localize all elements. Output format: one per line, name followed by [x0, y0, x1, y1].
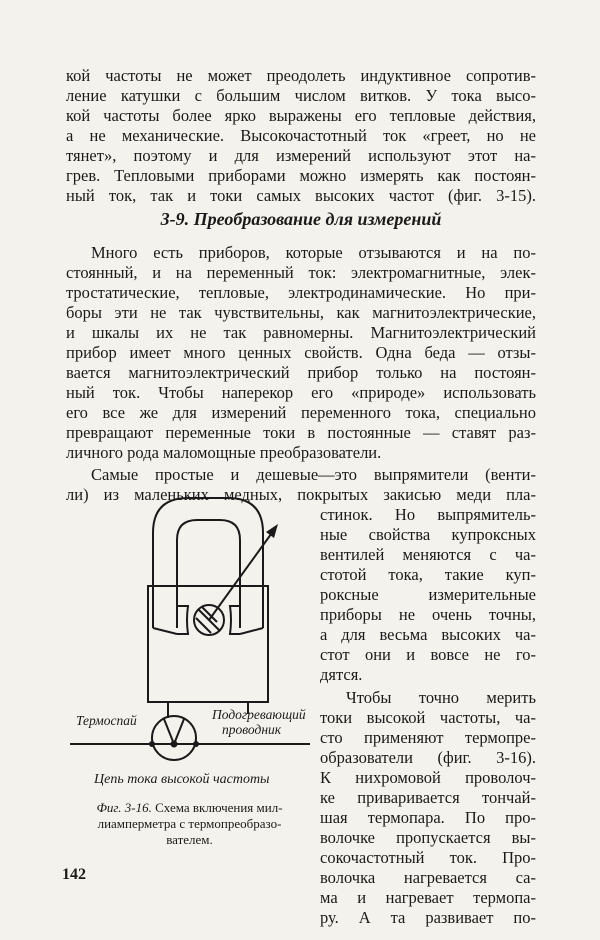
- pole-right: [230, 606, 240, 634]
- section-heading: 3-9. Преобразование для измерений: [160, 209, 442, 229]
- text-line: ма и нагревает термопа-: [320, 888, 536, 907]
- text-line: кой частоты не может преодолеть индуктивное сопротив-: [66, 66, 536, 85]
- label-circuit: Цепь тока высокой частоты: [94, 772, 270, 787]
- text-line: стотой тока, такие куп-: [320, 565, 536, 584]
- text-line: вается магнитоэлектрический прибор только на постоян-: [66, 363, 536, 382]
- text-line: и шкалы их не так равномерны. Магнитоэлектрический: [66, 323, 536, 342]
- text-line: шая термопара. По про-: [320, 808, 536, 827]
- thermocouple-circle: [152, 716, 196, 760]
- caption-text: вателем.: [166, 832, 213, 847]
- text-line: Самые простые и дешевые—это выпрямители (венти-: [91, 465, 536, 484]
- text-line: приборы не очень точны,: [320, 605, 536, 624]
- caption-number: Фиг. 3-16.: [96, 800, 152, 815]
- terminal-right: [193, 741, 199, 747]
- text-line: сокочастотный ток. Про-: [320, 848, 536, 867]
- page-number: 142: [62, 866, 86, 883]
- text-line: а для весьма высоких ча-: [320, 625, 536, 644]
- caption-text: лиамперметра с термопреобразо-: [97, 816, 282, 831]
- magnet-outer: [153, 498, 263, 628]
- text-line: волочка нагревается са-: [320, 868, 536, 887]
- text-line: кой частоты более ярко выражены его тепловые действия,: [66, 106, 536, 125]
- text-line: боры эти не так чувствительны, как магнитоэлектрические,: [66, 303, 536, 322]
- text-line: ный ток, так и токи самых высоких частот (фиг. 3-15).: [66, 186, 536, 205]
- meter-box: [148, 586, 268, 702]
- text-line: ный ток. Чтобы наперекор его «природе» использовать: [66, 383, 536, 402]
- text-line: ление катушки с большим числом витков. У тока высо-: [66, 86, 536, 105]
- text-line: ру. А та развивает по-: [320, 908, 536, 927]
- text-line: стоянный, и на переменный ток: электромагнитные, элек-: [66, 263, 536, 282]
- text-line: его все же для измерений переменного тока, специально: [66, 403, 536, 422]
- pole-left: [177, 606, 188, 634]
- text-line: роксные измерительные: [320, 585, 536, 604]
- text-line: Чтобы точно мерить: [346, 688, 536, 707]
- label-heater-line1: Подогревающий: [212, 707, 306, 722]
- figure-caption: [62, 800, 317, 848]
- text-line: стинок. Но выпрямитель-: [320, 505, 536, 524]
- text-line: грев. Тепловыми приборами можно измерять как постоян-: [66, 166, 536, 185]
- text-line: сто применяют термопре-: [320, 728, 536, 747]
- text-line: ные свойства купроксных: [320, 525, 536, 544]
- thermoconverter-diagram: [60, 488, 320, 788]
- text-line: Много есть приборов, которые отзываются и на по-: [91, 243, 536, 262]
- text-line: тянет», поэтому и для измерений используют этот на-: [66, 146, 536, 165]
- text-line: прибор имеет много ценных свойств. Одна беда — отзы-: [66, 343, 536, 362]
- text-line: превращают переменные токи в постоянные — ставят раз-: [66, 423, 536, 442]
- text-line: дятся.: [320, 665, 363, 684]
- text-line: а не механические. Высокочастотный ток «греет, но не: [66, 126, 536, 145]
- label-termospai: Термоспай: [76, 713, 137, 728]
- text-line: К нихромовой проволоч-: [320, 768, 536, 787]
- junction-dot: [171, 741, 178, 748]
- caption-text: Схема включения мил-: [151, 800, 283, 815]
- text-line: тростатические, тепловые, электродинамические. Но при-: [66, 283, 536, 302]
- text-line: ке приваривается тончай-: [320, 788, 536, 807]
- text-line: токи высокой частоты, ча-: [320, 708, 536, 727]
- text-line: образователи (фиг. 3-16).: [320, 748, 536, 767]
- text-line: стот они и вовсе не го-: [320, 645, 536, 664]
- text-line: волочке пропускается вы-: [320, 828, 536, 847]
- text-line: личного рода маломощные преобразователи.: [66, 443, 382, 462]
- text-line: ли) из маленьких медных, покрытых закисью меди пла-: [66, 485, 536, 504]
- text-line: вентилей меняются с ча-: [320, 545, 536, 564]
- pointer: [209, 530, 274, 620]
- label-heater-line2: проводник: [222, 722, 282, 737]
- pointer-arrow: [266, 524, 278, 538]
- terminal-left: [149, 741, 155, 747]
